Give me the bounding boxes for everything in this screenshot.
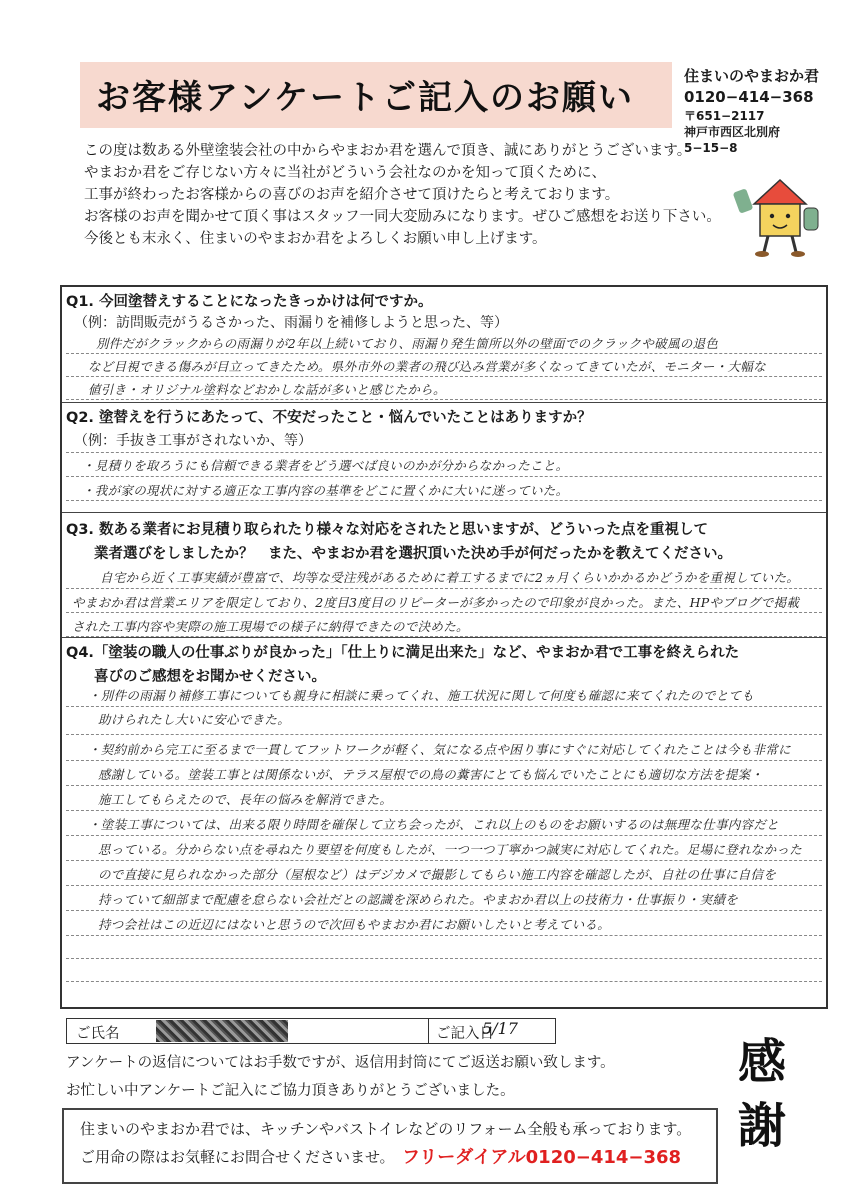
q4-answer-line: 施工してもらえたので、長年の悩みを解消できた。 bbox=[98, 792, 393, 807]
q3-title-cont: 業者選びをしましたか？ また、やまおか君を選択頂いた決め手が何だったかを教えてください。 bbox=[94, 546, 732, 562]
section-divider bbox=[62, 637, 826, 638]
section-divider bbox=[62, 402, 826, 403]
mascot-illustration bbox=[730, 168, 826, 260]
answer-rule bbox=[66, 706, 822, 707]
answer-rule bbox=[66, 785, 822, 786]
date-label: ご記入日 bbox=[436, 1026, 494, 1042]
q2-answer-line: ・我が家の現状に対する適正な工事内容の基準をどこに置くかに大いに迷っていた。 bbox=[82, 483, 569, 498]
answer-rule bbox=[66, 910, 822, 911]
answer-rule bbox=[66, 835, 822, 836]
answer-rule bbox=[66, 958, 822, 959]
q3-answer-line: 自宅から近く工事実績が豊富で、均等な受注残があるために着工するまでに2ヵ月くらいかかるかどうかを重視していた。 bbox=[100, 570, 800, 585]
answer-rule bbox=[66, 981, 822, 982]
page-title: お客様アンケートご記入のお願い bbox=[96, 78, 634, 118]
intro-line: お客様のお声を聞かせて頂く事はスタッフ一同大変励みになります。ぜひご感想をお送り下さい。 bbox=[84, 209, 721, 225]
answer-rule bbox=[66, 476, 822, 477]
footer-line: ご用命の際はお気軽にお問合せくださいませ。 bbox=[80, 1148, 395, 1166]
answer-rule bbox=[66, 588, 822, 589]
company-name: 住まいのやまおか君 bbox=[684, 67, 820, 85]
company-postal: 〒651−2117 bbox=[684, 109, 765, 123]
intro-text bbox=[84, 140, 724, 250]
name-date-divider bbox=[428, 1018, 429, 1044]
outro-line: アンケートの返信についてはお手数ですが、返信用封筒にてご返送お願い致します。 bbox=[66, 1055, 615, 1071]
answer-rule bbox=[66, 935, 822, 936]
q4-title-cont: 喜びのご感想をお聞かせください。 bbox=[94, 669, 326, 685]
q3-title: Q3. 数ある業者にお見積り取られたり様々な対応をされたと思いますが、どういった点を重視して bbox=[66, 522, 708, 538]
q4-answer-line: 持つ会社はこの近辺にはないと思うので次回もやまおか君にお願いしたいと考えている。 bbox=[98, 917, 611, 932]
q4-answer-line: 持っていて細部まで配慮を怠らない会社だとの認識を深められた。やまおか君以上の技術力・仕事振り・実績を bbox=[98, 892, 739, 907]
answer-rule bbox=[66, 734, 822, 735]
q1-answer-line: 別件だがクラックからの雨漏りが2年以上続いており、雨漏り発生箇所以外の壁面でのクラックや破風の退色 bbox=[96, 336, 719, 351]
name-label: ご氏名 bbox=[76, 1026, 120, 1042]
answer-rule bbox=[66, 353, 822, 354]
q4-answer-line: 思っている。分からない点を尋ねたり要望を何度もしたが、一つ一つ丁寧かつ誠実に対応してくれた。足場に登れなかった bbox=[98, 842, 803, 857]
q4-title: Q4.「塗装の職人の仕事ぶりが良かった」「仕上りに満足出来た」など、やまおか君で工事を終えられた bbox=[66, 645, 740, 661]
hotline-number: フリーダイアル0120−414−368 bbox=[402, 1147, 682, 1168]
company-address: 神戸市西区北別府 bbox=[684, 125, 781, 139]
q2-answer-line: ・見積りを取ろうにも信頼できる業者をどう選べば良いのかが分からなかったこと。 bbox=[82, 458, 569, 473]
q3-answer-line: やまおか君は営業エリアを限定しており、2度目3度目のリピーターが多かったので印象が良かった。また、HPやブログで掲載 bbox=[72, 595, 800, 610]
thanks-calligraphy: 感謝 bbox=[738, 1034, 787, 1154]
answer-rule bbox=[66, 452, 822, 453]
q1-title: Q1. 今回塗替えすることになったきっかけは何ですか。 bbox=[66, 294, 433, 310]
q4-answer-line: 助けられたし大いに安心できた。 bbox=[98, 712, 291, 727]
q4-answer-line: ・塗装工事については、出来る限り時間を確保して立ち会ったが、これ以上のものをお願いするのは無理な仕事内容だと bbox=[88, 817, 779, 832]
company-address-number: 5−15−8 bbox=[684, 141, 738, 155]
footer-line: 住まいのやまおか君では、キッチンやバストイレなどのリフォーム全般も承っております。 bbox=[80, 1120, 692, 1138]
answer-rule bbox=[66, 760, 822, 761]
answer-rule bbox=[66, 612, 822, 613]
q4-answer-line: 感謝している。塗装工事とは関係ないが、テラス屋根での鳥の糞害にとても悩んでいたことにも適切な方法を提案・ bbox=[98, 767, 764, 782]
q4-answer-line: ので直接に見られなかった部分（屋根など）はデジカメで撮影してもらい施工内容を確認したが、自社の仕事に自信を bbox=[98, 867, 777, 882]
intro-line: やまおか君をご存じない方々に当社がどういう会社なのかを知って頂くために、 bbox=[84, 165, 606, 181]
answer-rule bbox=[66, 810, 822, 811]
answer-rule bbox=[66, 376, 822, 377]
q2-title: Q2. 塗替えを行うにあたって、不安だったこと・悩んでいたことはありますか？ bbox=[66, 410, 592, 426]
q4-answer-line: ・別件の雨漏り補修工事についても親身に相談に乗ってくれ、施工状況に関して何度も確認に来てくれたのでとても bbox=[88, 688, 755, 703]
q1-example: （例：訪問販売がうるさかった、雨漏りを補修しようと思った、等） bbox=[74, 315, 508, 331]
answer-rule bbox=[66, 885, 822, 886]
q3-answer-line: された工事内容や実際の施工現場での様子に納得できたので決めた。 bbox=[72, 619, 469, 634]
intro-line: 工事が終わったお客様からの喜びのお声を紹介させて頂けたらと考えております。 bbox=[84, 187, 620, 203]
section-divider bbox=[62, 512, 826, 513]
answer-rule bbox=[66, 500, 822, 501]
answer-rule bbox=[66, 399, 822, 400]
outro-line: お忙しい中アンケートご記入にご協力頂きありがとうございました。 bbox=[66, 1083, 515, 1099]
company-phone: 0120−414−368 bbox=[684, 88, 814, 106]
intro-line: 今後とも末永く、住まいのやまおか君をよろしくお願い申し上げます。 bbox=[84, 231, 547, 247]
date-value: 5/17 bbox=[482, 1019, 518, 1038]
redacted-name bbox=[156, 1020, 288, 1042]
answer-rule bbox=[66, 860, 822, 861]
q2-example: （例：手抜き工事がされないか、等） bbox=[74, 433, 312, 449]
q4-answer-line: ・契約前から完工に至るまで一貫してフットワークが軽く、気になる点や困り事にすぐに対応してくれたことは今も非常に bbox=[88, 742, 791, 757]
intro-line: この度は数ある外壁塗装会社の中からやまおか君を選んで頂き、誠にありがとうございます。 bbox=[84, 143, 692, 159]
q1-answer-line: 値引き・オリジナル塗料などおかしな話が多いと感じたから。 bbox=[88, 382, 446, 397]
q1-answer-line: など目視できる傷みが目立ってきたため。県外市外の業者の飛び込み営業が多くなってきていたが、モニター・大幅な bbox=[88, 359, 766, 374]
outro-text bbox=[66, 1049, 746, 1105]
